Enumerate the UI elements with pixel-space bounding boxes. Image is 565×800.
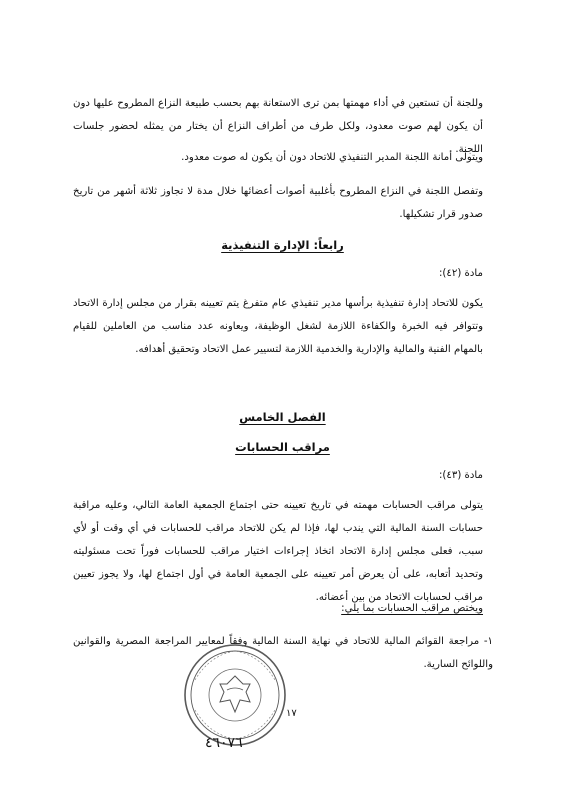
duties-intro	[73, 603, 483, 614]
duty-1-text: مراجعة القوائم المالية للاتحاد في نهاية السنة المالية وفقاً لمعايير المراجعة المصرية والقوانين واللوائح السارية.	[73, 636, 493, 670]
chapter-title-text: الفصل الخامس	[239, 410, 326, 424]
chapter-subtitle-text: مراقب الحسابات	[235, 440, 330, 454]
chapter-title	[0, 410, 565, 424]
chapter-subtitle	[0, 440, 565, 454]
duty-1-number: ١-	[483, 636, 494, 647]
section-heading-executive-management	[0, 238, 565, 252]
page-number: ١٧	[286, 708, 297, 719]
duties-intro-text: ويختص مراقب الحسابات بما يلي:	[341, 603, 483, 614]
article-42-text: يكون للاتحاد إدارة تنفيذية برأسها مدير تنفيذي عام متفرغ يتم تعيينه بقرار من مجلس إدارة الاتحاد وتتوافر فيه الخبرة والكفاءة اللازمة لشغل الوظيفة، ويعاونه عدد مناسب من العاملين للقيام بالمهام الفنية والمالية والإدارية والخدمية اللازمة لتسيير عمل الاتحاد وتحقيق أهدافه.	[73, 298, 483, 355]
paragraph-committee-secretariat: ويتولى أمانة اللجنة المدير التنفيذي للاتحاد دون أن يكون له صوت معدود.	[181, 152, 483, 163]
official-seal-icon	[180, 640, 290, 750]
paragraph-committee-assistance: وللجنة أن تستعين في أداء مهمتها بمن ترى الاستعانة بهم بحسب طبيعة النزاع المطروح عليها دون أن يكون لهم صوت معدود، ولكل طرف من أطراف النزاع أن يختار من يمثله لحضور جلسات اللجنة.	[73, 98, 483, 155]
section-heading-text: رابعاً: الإدارة التنفيذية	[221, 238, 344, 252]
paragraph-committee-decision: وتفصل اللجنة في النزاع المطروح بأغلبية أصوات أعضائها خلال مدة لا تجاوز ثلاثة أشهر من تاريخ صدور قرار تشكيلها.	[73, 186, 483, 220]
article-42-label: مادة (٤٢):	[438, 268, 483, 279]
article-43-text: يتولى مراقب الحسابات مهمته في تاريخ تعيينه حتى اجتماع الجمعية العامة التالي، وعليه مراقبة حسابات السنة المالية التي يندب لها، فإذا لم يكن للاتحاد مراقب للحسابات في أي وقت أو لأي سبب، فعلى مجلس إدارة الاتحاد اتخاذ إجراءات اختيار مراقب للحسابات فوراً تحت مسئوليته وتحديد أتعابه، على أن يعرض أمر تعيينه على الجمعية العامة في أول اجتماع لها، ولا يجوز تعيين مراقب لحسابات الاتحاد من بين أعضائه.	[73, 500, 483, 603]
handwritten-number: ٤٦٠٧٦	[205, 735, 243, 751]
article-43-label: مادة (٤٣):	[438, 470, 483, 481]
